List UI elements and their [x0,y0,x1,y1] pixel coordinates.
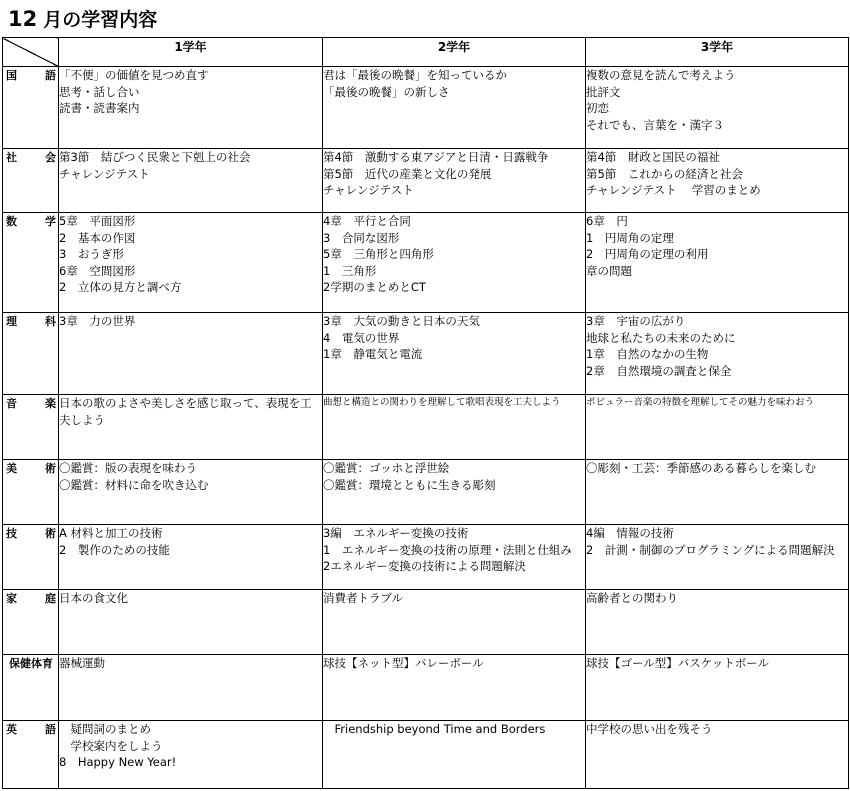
subject-row-sugaku [3,213,849,313]
content-cell-grade-1 [59,395,323,460]
content-cell-grade-1 [59,67,323,149]
content-cell-grade-2 [323,67,586,149]
content-cell-grade-2 [323,721,586,789]
content-cell-grade-1 [59,149,323,213]
content-line: 4編 情報の技術 [586,526,674,540]
subject-row-eigo [3,721,849,789]
learning-content-table [2,37,849,789]
corner-diagonal-cell [3,38,59,67]
subject-label-inner [3,460,58,476]
content-cell-grade-3 [586,213,849,313]
subject-char: 会 [45,151,56,164]
subject-row-ongaku [3,395,849,460]
content-line: 1 円周角の定理 [586,230,674,245]
subject-label [3,525,59,590]
content-line: 2 基本の作図 [59,230,136,245]
content-line: 2学期のまとめとCT [323,280,426,294]
content-line: 球技【ゴール型】バスケットボール [586,656,769,670]
grade-header-3: 3学年 [586,38,849,67]
subject-char: 家 [6,592,17,605]
subject-label-inner [3,590,58,606]
content-line: 疑問詞のまとめ [59,722,151,736]
content-line: 第4節 財政と国民の福祉 [586,150,720,164]
content-line: 中学校の思い出を残そう [586,722,713,736]
content-line: 〇鑑賞：材料に命を吹き込む [59,477,209,492]
content-line: 1 三角形 [323,263,377,278]
content-line: 4章 平行と合同 [323,214,411,228]
content-line: 3章 大気の動きと日本の天気 [323,314,480,328]
content-cell-grade-1 [59,590,323,655]
subject-label-inner [3,721,58,737]
subject-char: 社 [6,151,17,164]
content-line: 2 立体の見方と調べ方 [59,280,182,294]
content-cell-grade-2 [323,655,586,721]
subject-char: 保健体育 [9,657,53,670]
content-line: 思考・話し合い [59,84,140,99]
subject-char: 庭 [45,592,56,605]
subject-char: 数 [6,215,17,228]
content-line: 章の問題 [586,263,632,278]
subject-char: 楽 [45,397,56,410]
content-line: 第5節 近代の産業と文化の発展 [323,166,492,181]
content-line: 〇鑑賞：版の表現を味わう [59,461,197,475]
content-line: 消費者トラブル [323,591,404,605]
content-cell-grade-1 [59,655,323,721]
content-cell-grade-1 [59,721,323,789]
subject-row-shakai [3,149,849,213]
content-line: 5章 平面図形 [59,214,136,228]
content-cell-grade-3 [586,590,849,655]
content-cell-grade-3 [586,313,849,395]
content-line: 3章 宇宙の広がり [586,314,686,328]
subject-label [3,313,59,395]
subject-row-hoken-taiiku [3,655,849,721]
subject-label [3,395,59,460]
subject-char: 技 [6,527,17,540]
subject-label [3,590,59,655]
content-line: 批評文 [586,84,621,99]
subject-char: 英 [6,723,17,736]
content-line: 2 円周角の定理の利用 [586,247,709,261]
content-line: 2エネルギー変換の技術による問題解決 [323,559,526,573]
content-line: 第3節 結びつく民衆と下剋上の社会 [59,150,251,164]
content-cell-grade-3 [586,460,849,525]
content-line: 6章 円 [586,214,628,228]
content-line: 読書・読書案内 [59,101,140,115]
content-line: 日本の歌のよさや美しさを感じ取って、表現を工夫しよう [59,396,312,427]
content-line: 〇鑑賞：環境とともに生きる彫刻 [323,477,496,492]
subject-label [3,213,59,313]
page-title [8,4,157,34]
subject-row-rika [3,313,849,395]
content-cell-grade-1 [59,460,323,525]
content-cell-grade-3 [586,395,849,460]
content-line: A 材料と加工の技術 [59,526,163,540]
content-line: 1章 静電気と電流 [323,347,423,361]
content-line: 複数の意見を読んで考えよう [586,68,736,82]
subject-label [3,721,59,789]
subject-row-gijutsu [3,525,849,590]
content-cell-grade-2 [323,213,586,313]
subject-char: 音 [6,397,17,410]
content-cell-grade-2 [323,313,586,395]
subject-char: 国 [6,69,17,82]
content-line: 3編 エネルギー変換の技術 [323,526,469,540]
subject-label-inner [3,149,58,165]
subject-char: 理 [6,315,17,328]
subject-label-inner [3,313,58,329]
subject-char: 語 [45,723,56,736]
content-line: 器械運動 [59,656,105,670]
content-line: 日本の食文化 [59,591,128,605]
content-line: 地球と私たちの未来のために [586,330,736,345]
content-line: 6章 空間図形 [59,263,136,278]
content-line: 2 計測・制御のプログラミングによる問題解決 [586,542,835,557]
content-line: 1 エネルギー変換の技術の原理・法則と仕組み [323,542,572,557]
content-line: 8 Happy New Year! [59,755,177,769]
content-cell-grade-2 [323,525,586,590]
content-line: チャレンジテスト [323,183,414,197]
subject-char: 美 [6,462,17,475]
content-line: 第4節 激動する東アジアと日清・日露戦争 [323,150,549,164]
content-cell-grade-1 [59,313,323,395]
content-line: 3 合同な図形 [323,230,400,245]
content-line: 2章 自然環境の調査と保全 [586,363,732,378]
content-line: 〇鑑賞：ゴッホと浮世絵 [323,461,450,475]
title-month-number: 12 [8,7,38,31]
subject-label [3,67,59,149]
content-line: 3章 力の世界 [59,314,136,328]
content-line: Friendship beyond Time and Borders [323,722,546,736]
subject-label-inner [3,655,58,671]
content-line: 5章 三角形と四角形 [323,247,434,261]
grade-header-2: 2学年 [323,38,586,67]
subject-char: 術 [45,462,56,475]
subject-row-bijutsu [3,460,849,525]
content-line: 1章 自然のなかの生物 [586,347,709,361]
subject-label-inner [3,67,58,83]
content-cell-grade-3 [586,67,849,149]
content-line: 高齢者との関わり [586,591,678,605]
subject-row-kokugo [3,67,849,149]
content-line: 学校案内をしよう [59,738,163,753]
content-line: 「最後の晩餐」の新しさ [323,84,450,99]
content-line: 「不便」の価値を見つめ直す [59,68,209,82]
content-cell-grade-3 [586,149,849,213]
subject-char: 学 [45,215,56,228]
subject-label [3,149,59,213]
content-line: 曲想と構造との関わりを理解して歌唱表現を工夫しよう [323,397,561,408]
content-cell-grade-2 [323,460,586,525]
subject-label-inner [3,213,58,229]
subject-label-inner [3,395,58,411]
content-cell-grade-3 [586,721,849,789]
content-cell-grade-2 [323,149,586,213]
content-cell-grade-3 [586,655,849,721]
content-line: 3 おうぎ形 [59,247,124,261]
content-line: チャレンジテスト 学習のまとめ [586,183,761,197]
content-line: 初恋 [586,101,609,115]
subject-char: 語 [45,69,56,82]
content-cell-grade-1 [59,525,323,590]
content-line: 4 電気の世界 [323,330,400,345]
content-line: 〇彫刻・工芸：季節感のある暮らしを楽しむ [586,461,816,475]
content-line: 君は「最後の晩餐」を知っているか [323,68,507,82]
content-cell-grade-2 [323,590,586,655]
content-line: それでも、言葉を・漢字３ [586,117,724,132]
subject-label-inner [3,525,58,541]
subject-label [3,655,59,721]
content-line: ポピュラー音楽の特徴を理解してその魅力を味わおう [586,397,815,408]
content-cell-grade-1 [59,213,323,313]
subject-char: 科 [45,315,56,328]
content-line: 球技【ネット型】バレーボール [323,656,484,670]
content-line: 2 製作のための技能 [59,542,170,557]
content-cell-grade-2 [323,395,586,460]
subject-row-katei [3,590,849,655]
header-row [3,38,849,67]
title-text: 月の学習内容 [43,9,158,31]
grade-header-1: 1学年 [59,38,323,67]
content-line: チャレンジテスト [59,166,150,181]
content-line: 第5節 これからの経済と社会 [586,166,743,181]
subject-char: 術 [45,527,56,540]
subject-label [3,460,59,525]
content-cell-grade-3 [586,525,849,590]
